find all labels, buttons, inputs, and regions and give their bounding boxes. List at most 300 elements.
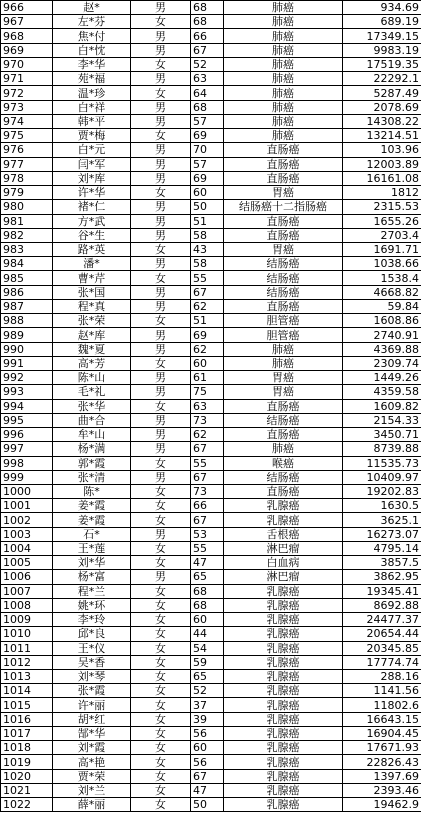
sex-cell: 男 — [131, 342, 191, 356]
cost-cell: 4795.14 — [343, 541, 421, 555]
age-cell: 47 — [191, 783, 224, 797]
cost-cell: 934.69 — [343, 1, 421, 15]
cost-cell: 2703.4 — [343, 228, 421, 242]
sex-cell: 女 — [131, 726, 191, 740]
patient-name-cell: 刘*霞 — [53, 741, 131, 755]
age-cell: 60 — [191, 741, 224, 755]
row-id-cell: 1014 — [1, 684, 53, 698]
cost-cell: 12003.89 — [343, 157, 421, 171]
diagnosis-cell: 乳腺癌 — [224, 584, 343, 598]
patient-name-cell: 张*华 — [53, 399, 131, 413]
diagnosis-cell: 直肠癌 — [224, 228, 343, 242]
sex-cell: 女 — [131, 129, 191, 143]
age-cell: 44 — [191, 627, 224, 641]
patient-name-cell: 毛*礼 — [53, 385, 131, 399]
table-row — [1, 214, 421, 228]
sex-cell: 女 — [131, 783, 191, 797]
patient-name-cell: 贾*荣 — [53, 769, 131, 783]
diagnosis-cell: 喉癌 — [224, 456, 343, 470]
diagnosis-cell: 直肠癌 — [224, 299, 343, 313]
table-row — [1, 371, 421, 385]
diagnosis-cell: 直肠癌 — [224, 214, 343, 228]
patient-name-cell: 陈*山 — [53, 371, 131, 385]
sex-cell: 男 — [131, 72, 191, 86]
diagnosis-cell: 结肠癌 — [224, 285, 343, 299]
age-cell: 62 — [191, 342, 224, 356]
row-id-cell: 1000 — [1, 484, 53, 498]
table-row — [1, 470, 421, 484]
diagnosis-cell: 胆管癌 — [224, 314, 343, 328]
row-id-cell: 1012 — [1, 655, 53, 669]
cost-cell: 4668.82 — [343, 285, 421, 299]
patient-name-cell: 杨*富 — [53, 570, 131, 584]
sex-cell: 女 — [131, 598, 191, 612]
table-row — [1, 385, 421, 399]
diagnosis-cell: 结肠癌 — [224, 257, 343, 271]
row-id-cell: 977 — [1, 157, 53, 171]
row-id-cell: 1005 — [1, 556, 53, 570]
diagnosis-cell: 乳腺癌 — [224, 783, 343, 797]
patient-name-cell: 左*芬 — [53, 15, 131, 29]
cost-cell: 20654.44 — [343, 627, 421, 641]
patient-name-cell: 焦*付 — [53, 29, 131, 43]
sex-cell: 女 — [131, 57, 191, 71]
table-row — [1, 428, 421, 442]
patient-name-cell: 牟*山 — [53, 428, 131, 442]
table-row — [1, 556, 421, 570]
sex-cell: 男 — [131, 428, 191, 442]
cost-cell: 3625.1 — [343, 513, 421, 527]
sex-cell: 男 — [131, 29, 191, 43]
patient-name-cell: 刘*琴 — [53, 670, 131, 684]
diagnosis-cell: 舌根癌 — [224, 527, 343, 541]
cost-cell: 16904.45 — [343, 726, 421, 740]
patient-name-cell: 薛*丽 — [53, 798, 131, 812]
age-cell: 51 — [191, 314, 224, 328]
cost-cell: 1630.5 — [343, 499, 421, 513]
sex-cell: 女 — [131, 86, 191, 100]
patient-name-cell: 胡*红 — [53, 712, 131, 726]
patient-name-cell: 邱*良 — [53, 627, 131, 641]
table-row — [1, 299, 421, 313]
table-row — [1, 627, 421, 641]
patient-name-cell: 韩*平 — [53, 114, 131, 128]
diagnosis-cell: 肺癌 — [224, 129, 343, 143]
diagnosis-cell: 乳腺癌 — [224, 613, 343, 627]
age-cell: 65 — [191, 570, 224, 584]
age-cell: 62 — [191, 299, 224, 313]
row-id-cell: 970 — [1, 57, 53, 71]
diagnosis-cell: 肺癌 — [224, 43, 343, 57]
age-cell: 57 — [191, 114, 224, 128]
table-row — [1, 157, 421, 171]
sex-cell: 男 — [131, 527, 191, 541]
row-id-cell: 1004 — [1, 541, 53, 555]
row-id-cell: 1019 — [1, 755, 53, 769]
cost-cell: 3450.71 — [343, 428, 421, 442]
table-row — [1, 783, 421, 797]
cost-cell: 11535.73 — [343, 456, 421, 470]
patient-name-cell: 石* — [53, 527, 131, 541]
cost-cell: 689.19 — [343, 15, 421, 29]
sex-cell: 男 — [131, 257, 191, 271]
row-id-cell: 993 — [1, 385, 53, 399]
row-id-cell: 969 — [1, 43, 53, 57]
row-id-cell: 997 — [1, 442, 53, 456]
age-cell: 55 — [191, 541, 224, 555]
age-cell: 68 — [191, 15, 224, 29]
table-row — [1, 726, 421, 740]
age-cell: 52 — [191, 684, 224, 698]
table-row — [1, 684, 421, 698]
sex-cell: 女 — [131, 698, 191, 712]
table-row — [1, 200, 421, 214]
cost-cell: 17349.15 — [343, 29, 421, 43]
age-cell: 69 — [191, 328, 224, 342]
table-row — [1, 741, 421, 755]
patient-name-cell: 路*英 — [53, 242, 131, 256]
table-row — [1, 171, 421, 185]
table-row — [1, 598, 421, 612]
patient-name-cell: 张*国 — [53, 285, 131, 299]
cost-cell: 5287.49 — [343, 86, 421, 100]
age-cell: 75 — [191, 385, 224, 399]
cost-cell: 1608.86 — [343, 314, 421, 328]
sex-cell: 男 — [131, 214, 191, 228]
table-row — [1, 72, 421, 86]
row-id-cell: 1022 — [1, 798, 53, 812]
table-row — [1, 413, 421, 427]
sex-cell: 女 — [131, 271, 191, 285]
row-id-cell: 978 — [1, 171, 53, 185]
table-row — [1, 655, 421, 669]
age-cell: 58 — [191, 228, 224, 242]
sex-cell: 男 — [131, 570, 191, 584]
table-row — [1, 86, 421, 100]
age-cell: 54 — [191, 641, 224, 655]
diagnosis-cell: 乳腺癌 — [224, 655, 343, 669]
row-id-cell: 983 — [1, 242, 53, 256]
diagnosis-cell: 直肠癌 — [224, 143, 343, 157]
cost-cell: 4369.88 — [343, 342, 421, 356]
age-cell: 65 — [191, 670, 224, 684]
patient-name-cell: 方*武 — [53, 214, 131, 228]
patient-name-cell: 李*玲 — [53, 613, 131, 627]
table-row — [1, 228, 421, 242]
age-cell: 73 — [191, 484, 224, 498]
sex-cell: 女 — [131, 627, 191, 641]
cost-cell: 59.84 — [343, 299, 421, 313]
cost-cell: 13214.51 — [343, 129, 421, 143]
cost-cell: 1038.66 — [343, 257, 421, 271]
table-row — [1, 100, 421, 114]
age-cell: 69 — [191, 129, 224, 143]
diagnosis-cell: 淋巴瘤 — [224, 541, 343, 555]
sex-cell: 男 — [131, 385, 191, 399]
patient-name-cell: 曲*合 — [53, 413, 131, 427]
cost-cell: 1609.82 — [343, 399, 421, 413]
table-row — [1, 257, 421, 271]
cost-cell: 16643.15 — [343, 712, 421, 726]
table-row — [1, 1, 421, 15]
age-cell: 66 — [191, 499, 224, 513]
patient-name-cell: 白*元 — [53, 143, 131, 157]
age-cell: 68 — [191, 598, 224, 612]
row-id-cell: 989 — [1, 328, 53, 342]
cost-cell: 2078.69 — [343, 100, 421, 114]
age-cell: 63 — [191, 72, 224, 86]
cost-cell: 1397.69 — [343, 769, 421, 783]
patient-name-cell: 白*忱 — [53, 43, 131, 57]
row-id-cell: 972 — [1, 86, 53, 100]
table-row — [1, 755, 421, 769]
diagnosis-cell: 胃癌 — [224, 385, 343, 399]
diagnosis-cell: 乳腺癌 — [224, 712, 343, 726]
row-id-cell: 985 — [1, 271, 53, 285]
table-row — [1, 613, 421, 627]
cost-cell: 4359.58 — [343, 385, 421, 399]
diagnosis-cell: 乳腺癌 — [224, 513, 343, 527]
sex-cell: 男 — [131, 43, 191, 57]
sex-cell: 女 — [131, 513, 191, 527]
table-row — [1, 698, 421, 712]
patient-name-cell: 闫*军 — [53, 157, 131, 171]
table-row — [1, 641, 421, 655]
age-cell: 60 — [191, 356, 224, 370]
patient-name-cell: 陈* — [53, 484, 131, 498]
diagnosis-cell: 乳腺癌 — [224, 755, 343, 769]
sex-cell: 女 — [131, 712, 191, 726]
age-cell: 67 — [191, 442, 224, 456]
sex-cell: 女 — [131, 541, 191, 555]
patient-name-cell: 姚*环 — [53, 598, 131, 612]
sex-cell: 男 — [131, 470, 191, 484]
patient-name-cell: 许*华 — [53, 186, 131, 200]
cost-cell: 17774.74 — [343, 655, 421, 669]
table-row — [1, 314, 421, 328]
cost-cell: 19462.9 — [343, 798, 421, 812]
cost-cell: 2154.33 — [343, 413, 421, 427]
sex-cell: 女 — [131, 641, 191, 655]
diagnosis-cell: 乳腺癌 — [224, 670, 343, 684]
row-id-cell: 1017 — [1, 726, 53, 740]
sex-cell: 女 — [131, 399, 191, 413]
age-cell: 61 — [191, 371, 224, 385]
diagnosis-cell: 乳腺癌 — [224, 798, 343, 812]
table-row — [1, 285, 421, 299]
diagnosis-cell: 乳腺癌 — [224, 741, 343, 755]
row-id-cell: 994 — [1, 399, 53, 413]
table-row — [1, 356, 421, 370]
patient-name-cell: 刘*华 — [53, 556, 131, 570]
age-cell: 56 — [191, 726, 224, 740]
diagnosis-cell: 肺癌 — [224, 57, 343, 71]
row-id-cell: 984 — [1, 257, 53, 271]
diagnosis-cell: 肺癌 — [224, 356, 343, 370]
table-row — [1, 499, 421, 513]
age-cell: 55 — [191, 456, 224, 470]
sex-cell: 女 — [131, 684, 191, 698]
sex-cell: 女 — [131, 613, 191, 627]
patient-name-cell: 许*丽 — [53, 698, 131, 712]
patient-name-cell: 苑*福 — [53, 72, 131, 86]
table-row — [1, 15, 421, 29]
diagnosis-cell: 肺癌 — [224, 29, 343, 43]
cost-cell: 1655.26 — [343, 214, 421, 228]
cost-cell: 2309.74 — [343, 356, 421, 370]
sex-cell: 男 — [131, 200, 191, 214]
row-id-cell: 967 — [1, 15, 53, 29]
sex-cell: 男 — [131, 143, 191, 157]
cost-cell: 9983.19 — [343, 43, 421, 57]
cost-cell: 14308.22 — [343, 114, 421, 128]
cost-cell: 1538.4 — [343, 271, 421, 285]
row-id-cell: 1011 — [1, 641, 53, 655]
cost-cell: 17671.93 — [343, 741, 421, 755]
cost-cell: 19202.83 — [343, 484, 421, 498]
diagnosis-cell: 结肠癌 — [224, 413, 343, 427]
age-cell: 63 — [191, 399, 224, 413]
diagnosis-cell: 直肠癌 — [224, 428, 343, 442]
patient-name-cell: 王*仪 — [53, 641, 131, 655]
cost-cell: 1141.56 — [343, 684, 421, 698]
patient-name-cell: 潘* — [53, 257, 131, 271]
table-row — [1, 328, 421, 342]
sex-cell: 女 — [131, 769, 191, 783]
diagnosis-cell: 肺癌 — [224, 72, 343, 86]
sex-cell: 女 — [131, 584, 191, 598]
age-cell: 50 — [191, 798, 224, 812]
row-id-cell: 974 — [1, 114, 53, 128]
row-id-cell: 1020 — [1, 769, 53, 783]
table-row — [1, 541, 421, 555]
table-row — [1, 29, 421, 43]
diagnosis-cell: 乳腺癌 — [224, 769, 343, 783]
row-id-cell: 991 — [1, 356, 53, 370]
age-cell: 66 — [191, 29, 224, 43]
row-id-cell: 999 — [1, 470, 53, 484]
patient-name-cell: 郜*华 — [53, 726, 131, 740]
patient-name-cell: 张*霞 — [53, 684, 131, 698]
patient-name-cell: 姜*霞 — [53, 513, 131, 527]
row-id-cell: 987 — [1, 299, 53, 313]
patient-name-cell: 赵*库 — [53, 328, 131, 342]
diagnosis-cell: 乳腺癌 — [224, 598, 343, 612]
patient-name-cell: 姜*霞 — [53, 499, 131, 513]
sex-cell: 女 — [131, 456, 191, 470]
row-id-cell: 981 — [1, 214, 53, 228]
patient-name-cell: 程*真 — [53, 299, 131, 313]
patient-name-cell: 程*兰 — [53, 584, 131, 598]
cost-cell: 103.96 — [343, 143, 421, 157]
patient-name-cell: 褚*仁 — [53, 200, 131, 214]
age-cell: 73 — [191, 413, 224, 427]
table-row — [1, 798, 421, 812]
age-cell: 60 — [191, 613, 224, 627]
patient-name-cell: 刘*兰 — [53, 783, 131, 797]
age-cell: 67 — [191, 285, 224, 299]
age-cell: 55 — [191, 271, 224, 285]
row-id-cell: 1003 — [1, 527, 53, 541]
age-cell: 67 — [191, 769, 224, 783]
table-row — [1, 513, 421, 527]
sex-cell: 男 — [131, 285, 191, 299]
diagnosis-cell: 乳腺癌 — [224, 641, 343, 655]
cost-cell: 10409.97 — [343, 470, 421, 484]
diagnosis-cell: 乳腺癌 — [224, 627, 343, 641]
patient-name-cell: 王*莲 — [53, 541, 131, 555]
cost-cell: 19345.41 — [343, 584, 421, 598]
cost-cell: 3857.5 — [343, 556, 421, 570]
age-cell: 70 — [191, 143, 224, 157]
row-id-cell: 1006 — [1, 570, 53, 584]
table-row — [1, 57, 421, 71]
age-cell: 60 — [191, 186, 224, 200]
cost-cell: 11802.6 — [343, 698, 421, 712]
age-cell: 52 — [191, 57, 224, 71]
row-id-cell: 1013 — [1, 670, 53, 684]
sex-cell: 男 — [131, 114, 191, 128]
diagnosis-cell: 肺癌 — [224, 442, 343, 456]
row-id-cell: 1009 — [1, 613, 53, 627]
table-row — [1, 342, 421, 356]
cost-cell: 16273.07 — [343, 527, 421, 541]
patient-name-cell: 吴*香 — [53, 655, 131, 669]
cost-cell: 1691.71 — [343, 242, 421, 256]
table-row — [1, 271, 421, 285]
sex-cell: 男 — [131, 299, 191, 313]
diagnosis-cell: 胃癌 — [224, 371, 343, 385]
table-row — [1, 129, 421, 143]
sex-cell: 男 — [131, 442, 191, 456]
sex-cell: 男 — [131, 171, 191, 185]
diagnosis-cell: 肺癌 — [224, 1, 343, 15]
row-id-cell: 996 — [1, 428, 53, 442]
table-row — [1, 527, 421, 541]
patient-name-cell: 贾*梅 — [53, 129, 131, 143]
sex-cell: 男 — [131, 228, 191, 242]
sex-cell: 男 — [131, 413, 191, 427]
diagnosis-cell: 淋巴瘤 — [224, 570, 343, 584]
cost-cell: 1449.26 — [343, 371, 421, 385]
row-id-cell: 990 — [1, 342, 53, 356]
row-id-cell: 998 — [1, 456, 53, 470]
diagnosis-cell: 乳腺癌 — [224, 499, 343, 513]
sex-cell: 女 — [131, 499, 191, 513]
diagnosis-cell: 白血病 — [224, 556, 343, 570]
row-id-cell: 980 — [1, 200, 53, 214]
patient-name-cell: 赵* — [53, 1, 131, 15]
table-row — [1, 143, 421, 157]
table-row — [1, 242, 421, 256]
diagnosis-cell: 肺癌 — [224, 100, 343, 114]
cost-cell: 8739.88 — [343, 442, 421, 456]
row-id-cell: 1015 — [1, 698, 53, 712]
diagnosis-cell: 胆管癌 — [224, 328, 343, 342]
row-id-cell: 1002 — [1, 513, 53, 527]
cost-cell: 8692.88 — [343, 598, 421, 612]
row-id-cell: 982 — [1, 228, 53, 242]
sex-cell: 男 — [131, 371, 191, 385]
age-cell: 67 — [191, 43, 224, 57]
patient-name-cell: 曹*芹 — [53, 271, 131, 285]
cost-cell: 24477.37 — [343, 613, 421, 627]
row-id-cell: 1001 — [1, 499, 53, 513]
patient-name-cell: 魏*夏 — [53, 342, 131, 356]
diagnosis-cell: 结肠癌 — [224, 271, 343, 285]
row-id-cell: 1007 — [1, 584, 53, 598]
sex-cell: 女 — [131, 655, 191, 669]
